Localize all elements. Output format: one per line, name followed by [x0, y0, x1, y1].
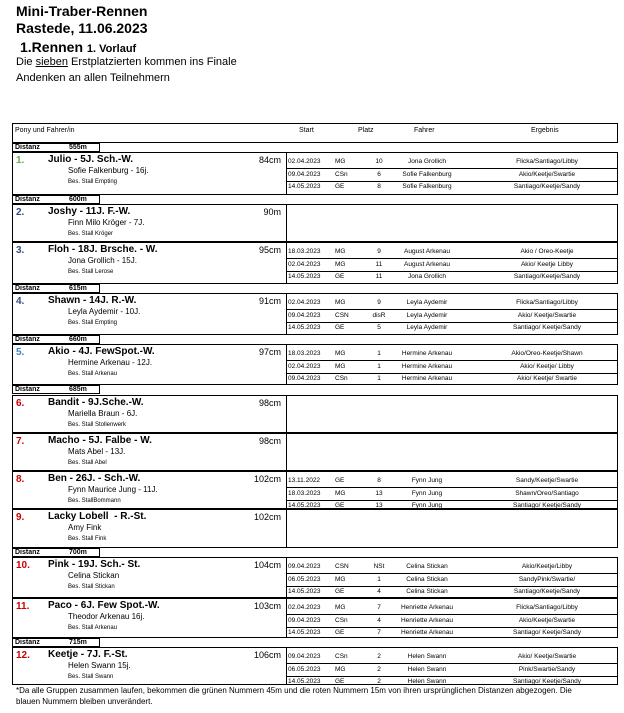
result-outcome: Akio/Keetje/Swartie [518, 617, 576, 624]
result-venue: MG [335, 363, 346, 370]
pony-name: Shawn - 14J. R.-W. [48, 295, 137, 306]
result-outcome: Akio/Keetje/Swartie [518, 171, 576, 178]
pony-name: Paco - 6J. Few Spot.-W. [48, 600, 160, 611]
result-date: 14.05.2023 [288, 183, 321, 190]
finale-note-post: Erstplatzierten kommen ins Finale [67, 56, 237, 68]
col-start: Start [299, 127, 314, 134]
driver-name: Leyla Aydemir - 10J. [68, 307, 141, 316]
result-venue: CSn [335, 375, 348, 382]
result-outcome: SandyPink/Swartie/ [518, 576, 576, 583]
result-place: 8 [377, 183, 381, 190]
result-row [287, 271, 617, 283]
entry-row [12, 433, 618, 471]
result-venue: MG [335, 261, 346, 268]
result-date: 13.11.2022 [288, 477, 321, 484]
place-date: Rastede, 11.06.2023 [16, 20, 148, 36]
distance-row [12, 143, 100, 152]
pony-name: Julio - 5J. Sch.-W. [48, 154, 134, 165]
result-place: 9 [377, 299, 381, 306]
distance-value: 600m [69, 196, 87, 203]
result-date: 09.04.2023 [288, 312, 321, 319]
result-place: 1 [377, 363, 381, 370]
result-date: 14.05.2023 [288, 324, 321, 331]
pony-height: 98cm [258, 398, 281, 408]
result-place: NSt [373, 563, 385, 570]
result-driver: Henriette Arkenau [400, 617, 454, 624]
driver-name: Fynn Maurice Jung - 11J. [68, 485, 158, 494]
entry-number: 1. [16, 155, 25, 166]
stable-name: Bes. Stall Lerose [68, 269, 114, 275]
pony-name: Floh - 18J. Brsche. - W. [48, 244, 158, 255]
result-outcome: Akio/ Keetje Libby [520, 261, 574, 268]
result-driver: August Arkenau [404, 261, 450, 268]
driver-name: Mats Abel - 13J. [68, 447, 126, 456]
pony-height: 95cm [258, 245, 281, 255]
result-date: 18.03.2023 [288, 248, 321, 255]
distance-value: 660m [69, 336, 87, 343]
result-venue: MG [335, 350, 346, 357]
result-row [287, 586, 617, 598]
result-date: 14.05.2023 [288, 629, 321, 636]
result-outcome: Akio/ Keetje/ Libby [520, 363, 574, 370]
pony-name: Macho - 5J. Falbe - W. [48, 435, 152, 446]
result-date: 02.04.2023 [288, 158, 321, 165]
result-place: 7 [377, 604, 381, 611]
pony-height: 104cm [253, 560, 281, 570]
result-driver: Sofie Falkenburg [402, 171, 452, 178]
result-row [287, 373, 617, 385]
pony-height: 84cm [258, 155, 281, 165]
distance-row [12, 548, 100, 557]
entry-number: 3. [16, 245, 25, 256]
driver-name: Sofie Falkenburg - 16j. [68, 166, 149, 175]
pony-name: Joshy - 11J. F.-W. [48, 206, 131, 217]
result-venue: GE [335, 324, 345, 331]
result-driver: Celina Stickan [406, 588, 448, 595]
result-place: 1 [377, 375, 381, 382]
stable-name: Bes. Stall Arkenau [68, 371, 118, 377]
entry-row [12, 395, 618, 433]
result-place: 2 [377, 678, 381, 685]
result-place: 6 [377, 171, 381, 178]
result-driver: Fynn Jung [411, 490, 443, 497]
result-date: 18.03.2023 [288, 490, 321, 497]
result-place: 8 [377, 477, 381, 484]
result-row [287, 475, 617, 488]
result-venue: GE [335, 502, 345, 509]
result-driver: Fynn Jung [411, 477, 443, 484]
result-venue: GE [335, 678, 345, 685]
race-title [20, 39, 136, 55]
result-venue: CSN [335, 563, 349, 570]
result-driver: Hermine Arkenau [401, 375, 453, 382]
result-outcome: Santiago/ Keetje/Sandy [513, 678, 581, 685]
entry-row [12, 152, 618, 195]
result-place: 9 [377, 248, 381, 255]
distance-value: 615m [69, 285, 87, 292]
result-outcome: Santiago/ Keetje/Sandy [513, 502, 581, 509]
entry-number: 11. [16, 601, 30, 612]
result-place: 1 [377, 350, 381, 357]
result-outcome: Akio/ Keetje/Swartie [517, 312, 577, 319]
footnote: *Da alle Gruppen zusammen laufen, bekommen die grünen Nummern 45m und die roten Nummern 15m von ihren ursprünglichen Distanzen abgezogen. Die blauen Nummern bleiben unverändert. [16, 686, 572, 706]
result-row [287, 561, 617, 574]
distance-label: Distanz [15, 549, 40, 556]
result-driver: Helen Swann [407, 653, 447, 660]
result-driver: Helen Swann [407, 678, 447, 685]
result-venue: CSN [335, 312, 349, 319]
entry-number: 4. [16, 296, 25, 307]
result-outcome: Santiago/Keetje/Sandy [513, 273, 581, 280]
entry-number: 12. [16, 650, 30, 661]
result-venue: MG [335, 299, 346, 306]
result-venue: CSn [335, 653, 348, 660]
pony-height: 102cm [253, 474, 281, 484]
result-outcome: Flicka/Santiago/Libby [516, 604, 578, 611]
result-row [287, 156, 617, 169]
entry-row [12, 293, 618, 335]
pony-name: Ben - 26J. - Sch.-W. [48, 473, 141, 484]
result-date: 02.04.2023 [288, 299, 321, 306]
pony-height: 97cm [258, 347, 281, 357]
pony-height: 98cm [258, 436, 281, 446]
result-outcome: Santiago/ Keetje/Sandy [513, 324, 581, 331]
result-place: 13 [375, 502, 383, 509]
result-place: disR [372, 312, 386, 319]
result-date: 14.05.2023 [288, 678, 321, 685]
result-venue: GE [335, 183, 345, 190]
distance-value: 715m [69, 639, 87, 646]
pony-height: 106cm [253, 650, 281, 660]
result-outcome: Akio / Oreo-Keetje [520, 248, 574, 255]
result-place: 11 [375, 261, 383, 268]
result-row [287, 627, 617, 639]
driver-name: Hermine Arkenau - 12J. [68, 358, 153, 367]
distance-row [12, 385, 100, 394]
driver-name: Mariella Braun - 6J. [68, 409, 138, 418]
stable-name: Bes. Stall Stollenwerk [68, 422, 127, 428]
result-venue: GE [335, 588, 345, 595]
pony-height: 102cm [253, 512, 281, 522]
pony-height: 90m [263, 207, 281, 217]
distance-row [12, 638, 100, 647]
result-row [287, 246, 617, 259]
result-venue: MG [335, 666, 346, 673]
entry-divider [286, 434, 287, 470]
result-driver: Leyla Aydemir [406, 299, 448, 306]
stable-name: Bes. Stall Abel [68, 460, 107, 466]
result-date: 02.04.2023 [288, 363, 321, 370]
driver-name: Celina Stickan [68, 571, 120, 580]
result-outcome: Pink/Swartie/Sandy [518, 666, 576, 673]
driver-name: Theodor Arkenau 16j. [68, 612, 145, 621]
entry-row [12, 598, 618, 638]
driver-name: Amy Fink [68, 523, 102, 532]
result-date: 02.04.2023 [288, 261, 321, 268]
result-row [287, 651, 617, 664]
stable-name: Bes. Stall Swann [68, 674, 114, 680]
result-date: 14.05.2023 [288, 273, 321, 280]
memorial-note: Andenken an allen Teilnehmern [16, 72, 170, 84]
distance-label: Distanz [15, 386, 40, 393]
result-row [287, 322, 617, 334]
result-driver: Jona Grollich [408, 273, 446, 280]
result-outcome: Akio/Keetje/Libby [521, 563, 573, 570]
result-outcome: Flicka/Santiago/Libby [516, 299, 578, 306]
pony-height: 103cm [253, 601, 281, 611]
result-date: 09.04.2023 [288, 375, 321, 382]
entry-number: 10. [16, 560, 30, 571]
result-driver: Jona Grollich [408, 158, 446, 165]
result-driver: Henriette Arkenau [400, 629, 454, 636]
distance-value: 685m [69, 386, 87, 393]
result-place: 4 [377, 617, 381, 624]
result-venue: GE [335, 629, 345, 636]
result-row [287, 602, 617, 615]
distance-value: 700m [69, 549, 87, 556]
entry-number: 6. [16, 398, 25, 409]
result-outcome: Akio/ Keetje/ Swartie [517, 375, 577, 382]
entry-number: 9. [16, 512, 25, 523]
result-date: 06.05.2023 [288, 666, 321, 673]
result-driver: Leyla Aydemir [406, 324, 448, 331]
result-place: 1 [377, 576, 381, 583]
race-sub: 1. Vorlauf [86, 43, 137, 55]
finale-note-pre: Die [16, 56, 36, 68]
col-pony: Pony und Fahrer/in [15, 127, 75, 134]
entry-divider [286, 205, 287, 241]
entry-row [12, 204, 618, 242]
distance-label: Distanz [15, 336, 40, 343]
result-driver: August Arkenau [404, 248, 450, 255]
col-platz: Platz [358, 127, 374, 134]
stable-name: Bes. StallBommann [68, 498, 121, 504]
result-date: 02.04.2023 [288, 604, 321, 611]
entry-number: 8. [16, 474, 25, 485]
stable-name: Bes. Stall Empting [68, 179, 118, 185]
result-row [287, 348, 617, 361]
entry-divider [286, 396, 287, 432]
race-name: 1.Rennen [20, 39, 84, 55]
result-driver: Hermine Arkenau [401, 350, 453, 357]
entry-number: 5. [16, 347, 25, 358]
result-row [287, 297, 617, 310]
stable-name: Bes. Stall Stickan [68, 584, 115, 590]
col-fahrer: Fahrer [414, 127, 435, 134]
stable-name: Bes. Stall Fink [68, 536, 107, 542]
result-venue: MG [335, 158, 346, 165]
result-outcome: Sandy/Keetje/Swartie [515, 477, 579, 484]
result-driver: Celina Stickan [406, 576, 448, 583]
result-place: 13 [375, 490, 383, 497]
result-date: 09.04.2023 [288, 171, 321, 178]
result-place: 10 [375, 158, 383, 165]
pony-name: Akio - 4J. FewSpot.-W. [48, 346, 155, 357]
result-place: 2 [377, 666, 381, 673]
result-venue: MG [335, 490, 346, 497]
stable-name: Bes. Stall Empting [68, 320, 118, 326]
distance-value: 555m [69, 144, 87, 151]
result-date: 14.05.2023 [288, 588, 321, 595]
entry-row [12, 557, 618, 598]
result-place: 7 [377, 629, 381, 636]
result-place: 4 [377, 588, 381, 595]
entry-number: 2. [16, 207, 25, 218]
result-driver: Henriette Arkenau [400, 604, 454, 611]
driver-name: Helen Swann 15j. [68, 661, 131, 670]
column-header [12, 123, 618, 143]
result-outcome: Akio/Oreo-Keetje/Shawn [511, 350, 583, 357]
entry-divider [286, 510, 287, 547]
entry-row [12, 509, 618, 548]
distance-row [12, 284, 100, 293]
result-place: 5 [377, 324, 381, 331]
distance-label: Distanz [15, 285, 40, 292]
distance-row [12, 335, 100, 344]
result-venue: CSn [335, 171, 348, 178]
result-venue: MG [335, 576, 346, 583]
page-title: Mini-Traber-Rennen [16, 3, 148, 19]
result-venue: GE [335, 273, 345, 280]
result-outcome: Santiago/ Keetje/Sandy [513, 629, 581, 636]
result-outcome: Shawn/Oreo/Santiago [515, 490, 579, 497]
result-row [287, 181, 617, 193]
result-date: 09.04.2023 [288, 617, 321, 624]
finale-note [16, 56, 237, 68]
result-date: 09.04.2023 [288, 653, 321, 660]
result-driver: Helen Swann [407, 666, 447, 673]
result-driver: Celina Stickan [406, 563, 448, 570]
result-place: 11 [375, 273, 383, 280]
result-driver: Leyla Aydemir [406, 312, 448, 319]
result-venue: MG [335, 248, 346, 255]
entry-number: 7. [16, 436, 25, 447]
result-date: 06.05.2023 [288, 576, 321, 583]
result-date: 14.05.2023 [288, 502, 321, 509]
result-outcome: Flicka/Santiago/Libby [516, 158, 578, 165]
result-venue: GE [335, 477, 345, 484]
result-venue: CSn [335, 617, 348, 624]
pony-name: Lacky Lobell - R.-St. [48, 511, 147, 522]
pony-height: 91cm [258, 296, 281, 306]
col-ergebnis: Ergebnis [531, 127, 559, 134]
result-driver: Sofie Falkenburg [402, 183, 452, 190]
pony-name: Pink - 19J. Sch.- St. [48, 559, 141, 570]
distance-label: Distanz [15, 144, 40, 151]
entry-row [12, 471, 618, 509]
stable-name: Bes. Stall Kröger [68, 231, 114, 237]
result-driver: Hermine Arkenau [401, 363, 453, 370]
pony-name: Keetje - 7J. F.-St. [48, 649, 128, 660]
stable-name: Bes. Stall Arkenau [68, 625, 118, 631]
entry-row [12, 242, 618, 284]
entry-row [12, 344, 618, 385]
pony-name: Bandit - 9J.Sche.-W. [48, 397, 144, 408]
distance-label: Distanz [15, 639, 40, 646]
result-place: 2 [377, 653, 381, 660]
result-outcome: Akio/ Keetje/Swartie [517, 653, 577, 660]
distance-label: Distanz [15, 196, 40, 203]
result-date: 09.04.2023 [288, 563, 321, 570]
finale-note-underlined: sieben [35, 56, 68, 68]
entry-row [12, 647, 618, 685]
distance-row [12, 195, 100, 204]
driver-name: Jona Grollich - 15J. [68, 256, 137, 265]
result-date: 18.03.2023 [288, 350, 321, 357]
result-driver: Fynn Jung [411, 502, 443, 509]
result-venue: MG [335, 604, 346, 611]
driver-name: Finn Milo Kröger - 7J. [68, 218, 145, 227]
result-outcome: Santiago/Keetje/Sandy [513, 183, 581, 190]
result-outcome: Santiago/Keetje/Sandy [513, 588, 581, 595]
